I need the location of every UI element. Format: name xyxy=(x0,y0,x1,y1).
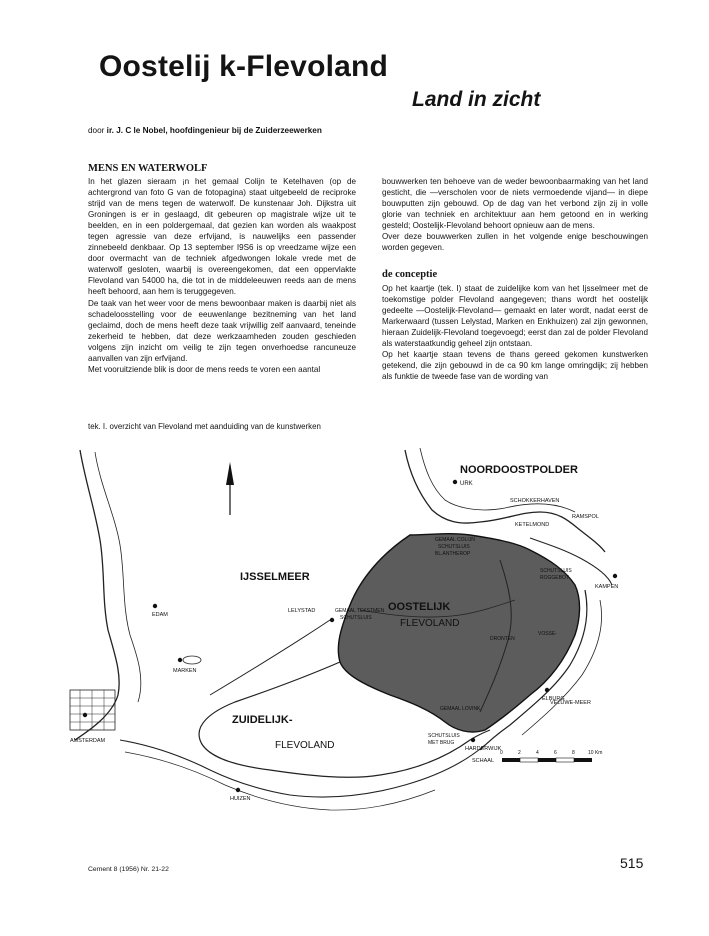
byline-prefix: door xyxy=(88,126,105,135)
label-amsterdam: AMSTERDAM xyxy=(70,738,106,744)
label-harderwijk: HARDERWIJK xyxy=(465,746,502,752)
column-left xyxy=(88,176,356,375)
scale-number: 4 xyxy=(536,750,539,756)
label-ijsselmeer: IJSSELMEER xyxy=(240,571,310,583)
column-right-top xyxy=(382,176,648,253)
label-flevoland-east: FLEVOLAND xyxy=(400,618,460,629)
paragraph: Met vooruitziende blik is door de mens reeds te voren een aantal xyxy=(88,364,321,374)
byline-author: ir. J. C le Nobel, hoofdingenieur bij de Zuiderzeewerken xyxy=(106,126,322,135)
marken-marker-icon xyxy=(178,658,182,662)
scale-number: 8 xyxy=(572,750,575,756)
label-schaal: SCHAAL xyxy=(472,758,495,764)
noord-holland-coast-inner xyxy=(95,452,141,702)
north-arrow-icon xyxy=(226,462,234,515)
section-heading-conceptie: de conceptie xyxy=(382,269,438,280)
journal-citation: Cement 8 (1956) Nr. 21-22 xyxy=(88,866,169,873)
paragraph: Op het kaartje staan tevens de thans gereed gekomen kunstwerken getekend, die zijn gebouwd in de ca 90 km lange omringdijk; zij hebben als funktie de tweede fase van de wording van xyxy=(382,350,648,382)
label-schutsluis-roggebot: SCHUTSLUIS xyxy=(540,568,572,574)
label-huizen: HUIZEN xyxy=(230,796,251,802)
amsterdam-marker-icon xyxy=(83,713,87,717)
paragraph: De taak van het weer voor de mens bewoonbaar maken is daarbij niet als schadeloosstelling voor de eeuwenlange bezitneming van het land geclaimd, doch de mens heeft deze taak vrijwillig zelf aanvaard, teneinde zekerheid te hebben, dat deze werkzaamheden zouden geschieden volgens zijn inzicht om veilig te zijn tegen onverhoedse rancuneuze aanvallen van zijn erfvijand. xyxy=(88,298,356,363)
flevoland-map xyxy=(60,440,660,828)
label-ramspol: RAMSPOL xyxy=(572,514,599,520)
markerwaard-dike xyxy=(210,620,330,695)
urk-marker-icon xyxy=(453,480,457,484)
paragraph: Op het kaartje (tek. I) staat de zuidelijke kom van het Ijsselmeer met de toekomstige polder Flevoland aangegeven; thans wordt het oostelijk gedeelte —Oostelijk-Flevoland— gemaakt en later wordt, nadat eerst de Markerwaard (tussen Lelystad, Marken en Enkhuizen) zal zijn gewonnen, hieraan Zuidelijk-Flevoland toegevoegd; eerst dan zal de polder Flevoland als waterstaatkundig geheel zijn ontstaan. xyxy=(382,284,648,349)
label-flevoland-south: FLEVOLAND xyxy=(275,740,335,751)
elburg-marker-icon xyxy=(545,688,549,692)
marken-island xyxy=(183,656,201,664)
scale-number: 0 xyxy=(500,750,503,756)
page-number: 515 xyxy=(620,855,644,871)
label-oostelijk: OOSTELIJK xyxy=(388,601,451,613)
label-dronten: DRONTEN xyxy=(490,636,515,642)
amsterdam-area xyxy=(70,690,115,730)
label-veluwemeer: VELUWE-MEER xyxy=(550,700,591,706)
label-vossemeer: VOSSE- xyxy=(538,631,557,637)
label-elburg: ELBURG xyxy=(542,696,565,702)
byline xyxy=(88,126,322,135)
label-urk: URK xyxy=(460,481,473,487)
figure-caption: tek. I. overzicht van Flevoland met aanduiding van de kunstwerken xyxy=(88,422,321,431)
harderwijk-marker-icon xyxy=(471,738,475,742)
article-title: Oostelij k-Flevoland xyxy=(99,50,389,83)
paragraph: bouwwerken ten behoeve van de weder bewoonbaarmaking van het land gesticht, die —verscholen voor de niets vermoedende vijand— in diepe bouwputten zijn gebouwd. Op de dag van het verbond zijn zij in volle glorie van techniek en architektuur aan hem getoond en in werking gesteld; Oostelijk-Flevoland behoort opnieuw aan de mens. xyxy=(382,177,648,231)
edam-marker-icon xyxy=(153,604,157,608)
label-noordoostpolder: NOORDOOSTPOLDER xyxy=(460,464,578,476)
label-zuidelijk: ZUIDELIJK- xyxy=(232,714,293,726)
label-gemaal-colijn-2: SCHUTSLUIS xyxy=(438,544,470,550)
label-gemaal-colijn: GEMAAL COLIJN xyxy=(435,537,475,543)
scale-number: 6 xyxy=(554,750,557,756)
label-gemaal-tekstmen-2: SCHUTSLUIS xyxy=(340,615,372,621)
label-ketelmond: KETELMOND xyxy=(515,522,550,528)
label-edam: EDAM xyxy=(152,612,168,618)
lelystad-marker-icon xyxy=(330,618,334,622)
scale-number: 10 Km xyxy=(588,750,603,756)
kampen-marker-icon xyxy=(613,574,617,578)
label-schutsluis-harderwijk-2: MET BRUG xyxy=(428,740,455,746)
label-kampen: KAMPEN xyxy=(595,584,619,590)
paragraph: In het glazen sieraam ¡n het gemaal Colijn te Ketelhaven (op de achtergrond van foto G van de fotopagina) staat uitgebeeld de reciproke strijd van de mens tegen de waterwolf. De kunstenaar Joh. Dijkstra uit Groningen is er in geslaagd, dit gebeuren op magistrale wijze uit te beelden, en in een poldergemaal, dat gezien kan worden als waakpost tegen agressie van deze erfvijand, is nauwelijks een passender zinnebeeld denkbaar. Op 13 september I9S6 is op vreedzame wijze een door overmacht van de techniek afgedwongen lokale vrede met de waterwolf gesloten, waarbij is overeengekomen, dat een oppervlakte Flevoland van 54000 ha, die tot in de middeleeuwen reeds aan de mens heeft behoord, aan hem is teruggegeven. xyxy=(88,177,356,297)
label-schutsluis-harderwijk: SCHUTSLUIS xyxy=(428,733,460,739)
gooi-coast-inner xyxy=(125,752,435,810)
label-gemaal-lovink: GEMAAL LOVINK xyxy=(440,706,481,712)
article-subtitle: Land in zicht xyxy=(412,88,541,111)
section-heading-waterwolf: MENS EN WATERWOLF xyxy=(88,163,208,174)
label-gemaal-colijn-3: BL.ANTHEROP xyxy=(435,551,471,557)
paragraph: Over deze bouwwerken zullen in het volgende enige beschouwingen worden gegeven. xyxy=(382,232,648,253)
scale-number: 2 xyxy=(518,750,521,756)
scale-bar xyxy=(502,758,592,762)
label-gemaal-tekstmen: GEMAAL TEKSTMEN xyxy=(335,608,385,614)
label-lelystad: LELYSTAD xyxy=(288,608,316,614)
label-marken: MARKEN xyxy=(173,668,197,674)
label-roggebot: ROGGEBOT xyxy=(540,575,569,581)
label-schokkerhaven: SCHOKKERHAVEN xyxy=(510,498,560,504)
huizen-marker-icon xyxy=(236,788,240,792)
column-right-bottom xyxy=(382,283,648,382)
noord-holland-coast xyxy=(75,450,119,740)
